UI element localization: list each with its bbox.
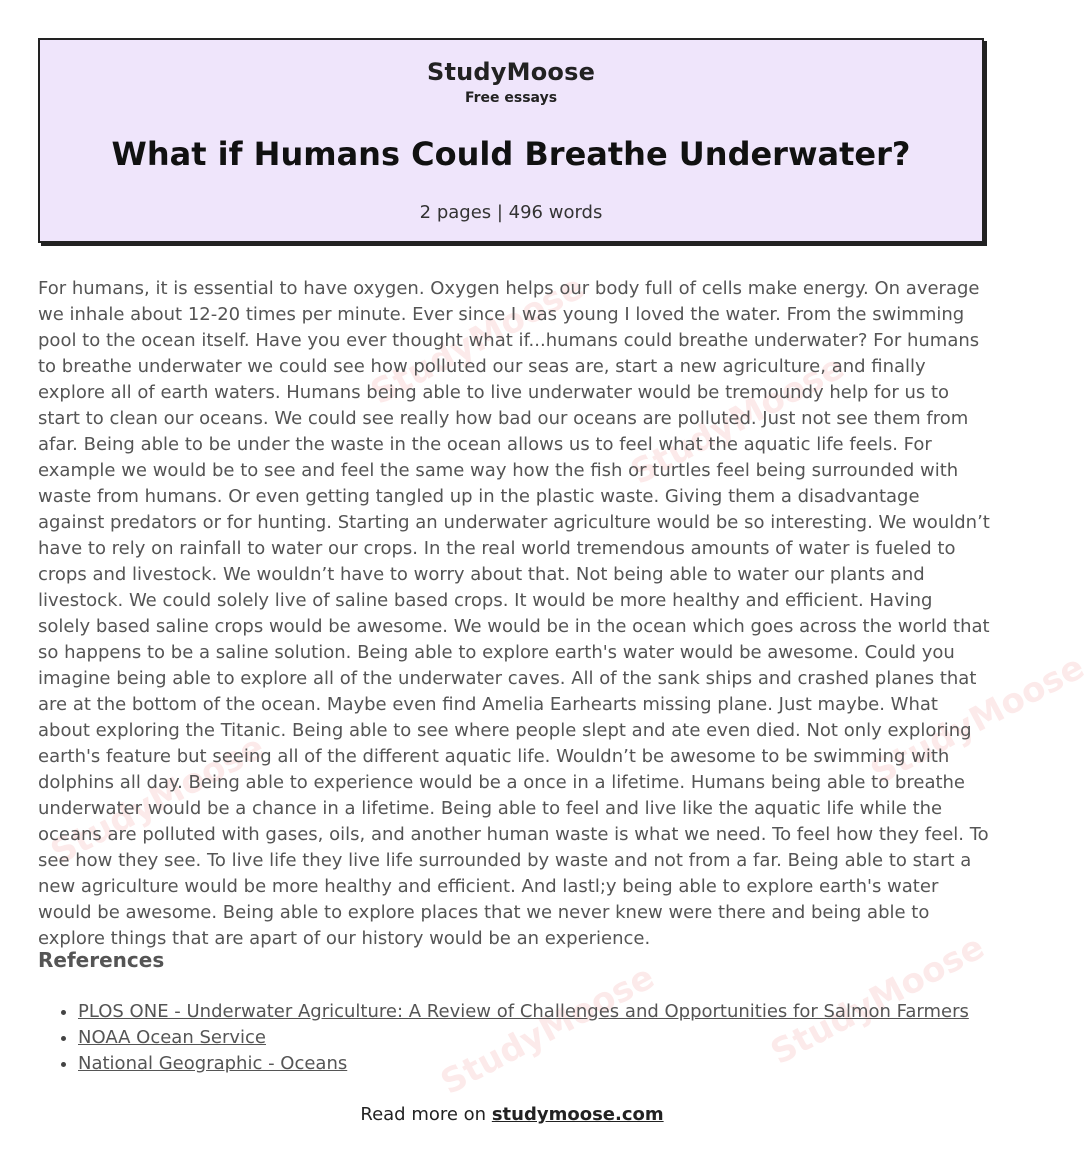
reference-link-natgeo[interactable]: National Geographic - Oceans xyxy=(78,1053,348,1074)
essay-body: For humans, it is essential to have oxygen. Oxygen helps our body full of cells make energy. On average we inhale about 12-20 times per minute. Ever since I was young I loved the water. From the swimming pool to the ocean itself. Have you ever thought what if...humans could breathe underwater? For humans to breathe underwater we could see how polluted our seas are, start a new agriculture, and finally explore all of earth waters. Humans being able to live underwater would be tremoundy help for us to start to clean our oceans. We could see really how bad our oceans are polluted. Just not see them from afar. Being able to be under the waste in the ocean allows us to feel what the aquatic life feels. For example we would be to see and feel the same way how the fish or turtles feel being surrounded with waste from humans. Or even getting tangled up in the plastic waste. Giving them a disadvantage against predators or for hunting. Starting an underwater agriculture would be so interesting. We wouldn’t have to rely on rainfall to water our crops. In the real world tremendous amounts of water is fueled to crops and livestock. We wouldn’t have to worry about that. Not being able to water our plants and livestock. We could solely live of saline based crops. It would be more healthy and efficient. Having solely based saline crops would be awesome. We would be in the ocean which goes across the world that so happens to be a saline solution. Being able to explore earth's water would be awesome. Could you imagine being able to explore all of the underwater caves. All of the sank ships and crashed planes that are at the bottom of the ocean. Maybe even find Amelia Earhearts missing plane. Just maybe. What about exploring the Titanic. Being able to see where people slept and ate even died. Not only exploring earth's feature but seeing all of the different aquatic life. Wouldn’t be awesome to be swimming with dolphins all day. Being able to experience would be a once in a lifetime. Humans being able to breathe underwater would be a chance in a lifetime. Being able to feel and live like the aquatic life while the oceans are polluted with gases, oils, and another human waste is what we need. To feel how they feel. To see how they see. To live life they live life surrounded by waste and not from a far. Being able to start a new agriculture would be more healthy and efficient. And lastl;y being able to explore earth's water would be awesome. Being able to explore places that we never knew were there and being able to explore things that are apart of our history would be an experience. xyxy=(38,278,990,949)
footer-site-link[interactable]: studymoose.com xyxy=(491,1104,664,1125)
references-heading: References xyxy=(38,948,165,972)
footer xyxy=(0,1104,1024,1125)
list-item xyxy=(78,999,969,1025)
page-title: What if Humans Could Breathe Underwater? xyxy=(111,135,911,173)
essay-header xyxy=(38,38,984,243)
reference-link-noaa[interactable]: NOAA Ocean Service xyxy=(78,1027,266,1048)
essay-meta: 2 pages | 496 words xyxy=(419,202,603,223)
watermark: StudyMoose xyxy=(864,647,1091,793)
watermark: StudyMoose xyxy=(624,347,851,493)
watermark: StudyMoose xyxy=(764,927,991,1073)
watermark: StudyMoose xyxy=(434,957,661,1103)
watermark: StudyMoose xyxy=(364,267,591,413)
references-list xyxy=(38,999,969,1077)
reference-link-plos[interactable]: PLOS ONE - Underwater Agriculture: A Review of Challenges and Opportunities for Salmon Farmers xyxy=(78,1001,969,1022)
watermark: StudyMoose xyxy=(44,727,271,873)
list-item xyxy=(78,1051,969,1077)
footer-prefix: Read more on xyxy=(360,1104,487,1125)
brand-logo[interactable]: StudyMoose xyxy=(426,58,596,86)
brand-tagline: Free essays xyxy=(464,90,558,106)
list-item xyxy=(78,1025,969,1051)
